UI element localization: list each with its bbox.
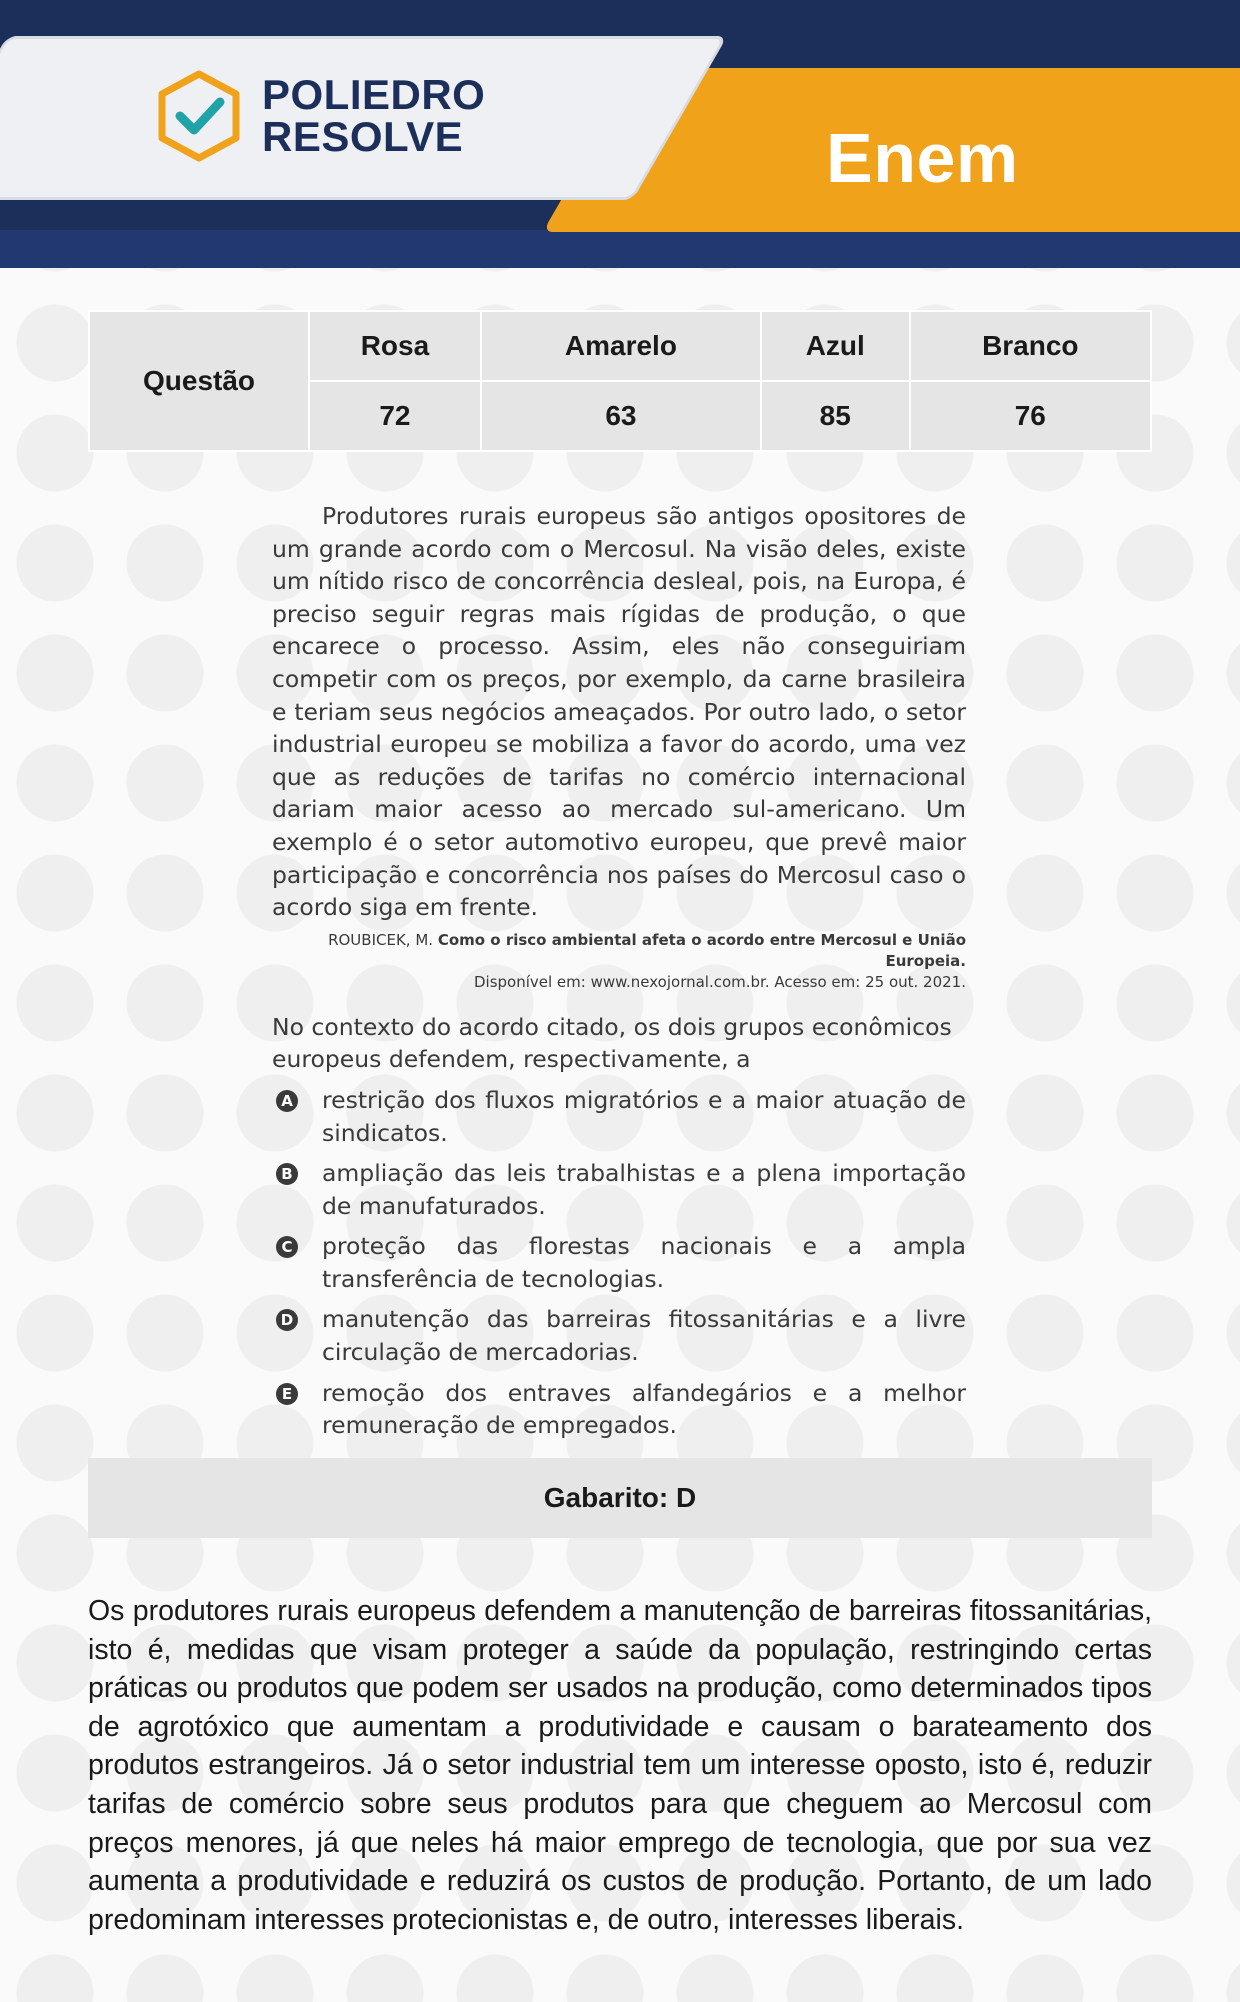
booklet-color-azul: Azul	[762, 312, 909, 380]
question-number-azul: 85	[762, 382, 909, 450]
question-passage: Produtores rurais europeus são antigos opositores de um grande acordo com o Mercosul. Na visão deles, existe um nítido risco de concorrência desleal, pois, na Europa, é preciso seguir regras mais rígidas de produção, o que encarece o processo. Assim, eles não conseguiriam competir com os preços, por exemplo, da carne brasileira e teriam seus negócios ameaçados. Por outro lado, o setor industrial europeu se mobiliza a favor do acordo, uma vez que as reduções de tarifas no comércio internacional dariam maior acesso ao mercado sul-americano. Um exemplo é o setor automotivo europeu, que prevê maior participação e concorrência nos países do Mercosul caso o acordo siga em frente.	[272, 502, 966, 922]
source-title: Como o risco ambiental afeta o acordo entre Mercosul e União Europeia.	[437, 930, 966, 970]
alternative-a	[272, 1084, 966, 1149]
passage-source	[272, 930, 966, 993]
alternative-text: restrição dos fluxos migratórios e a maior atuação de sindicatos.	[322, 1085, 966, 1147]
question-number-rosa: 72	[310, 382, 480, 450]
question-label: Questão	[90, 312, 308, 450]
alternative-letter: B	[276, 1163, 298, 1185]
booklet-color-amarelo: Amarelo	[482, 312, 760, 380]
alternative-text: remoção dos entraves alfandegários e a melhor remuneração de empregados.	[322, 1378, 966, 1440]
question-number-amarelo: 63	[482, 382, 760, 450]
alternative-letter: E	[276, 1383, 298, 1405]
question-prompt: No contexto do acordo citado, os dois grupos econômicos europeus defendem, respectivamente, a	[272, 1012, 952, 1074]
header-stripe	[0, 230, 1240, 268]
alternative-c	[272, 1230, 966, 1295]
page-header	[0, 0, 1240, 268]
alternative-letter: C	[276, 1236, 298, 1258]
alternative-text: proteção das florestas nacionais e a ampla transferência de tecnologias.	[322, 1232, 966, 1293]
alternative-letter: A	[276, 1090, 298, 1112]
alternative-d	[272, 1303, 966, 1368]
brand-name-line2: RESOLVE	[262, 113, 464, 160]
source-access: Disponível em: www.nexojornal.com.br. Acesso em: 25 out. 2021.	[473, 972, 966, 991]
answer-key-banner: Gabarito: D	[88, 1458, 1152, 1538]
alternative-text: manutenção das barreiras fitossanitárias e a livre circulação de mercadorias.	[322, 1305, 966, 1367]
brand-name-line1: POLIEDRO	[262, 71, 486, 118]
exam-title: Enem	[826, 119, 1019, 197]
alternative-letter: D	[276, 1309, 298, 1331]
answer-explanation: Os produtores rurais europeus defendem a manutenção de barreiras fitossanitárias, isto é, medidas que visam proteger a saúde da população, restringindo certas práticas ou produtos que podem ser usados na produção, como determinados tipos de agrotóxico que aumentam a produtividade e causam o barateamento dos produtos estrangeiros. Já o setor industrial tem um interesse oposto, isto é, reduzir tarifas de comércio sobre seus produtos para que cheguem ao Mercosul com preços menores, já que neles há maior emprego de tecnologia, que por sua vez aumenta a produtividade e reduzirá os custos de produção. Portanto, de um lado predominam interesses protecionistas e, de outro, interesses liberais.	[88, 1595, 1152, 1936]
brand-logo-text	[262, 71, 486, 160]
question-scan	[272, 500, 966, 1442]
question-number-table	[88, 310, 1152, 452]
booklet-color-branco: Branco	[911, 312, 1150, 380]
alternative-e	[272, 1377, 966, 1442]
question-number-branco: 76	[911, 382, 1150, 450]
alternative-b	[272, 1157, 966, 1222]
source-author: ROUBICEK, M.	[328, 930, 434, 949]
check-hexagon-icon	[156, 70, 242, 162]
alternative-text: ampliação das leis trabalhistas e a plena importação de manufaturados.	[322, 1159, 966, 1220]
booklet-color-rosa: Rosa	[310, 312, 480, 380]
